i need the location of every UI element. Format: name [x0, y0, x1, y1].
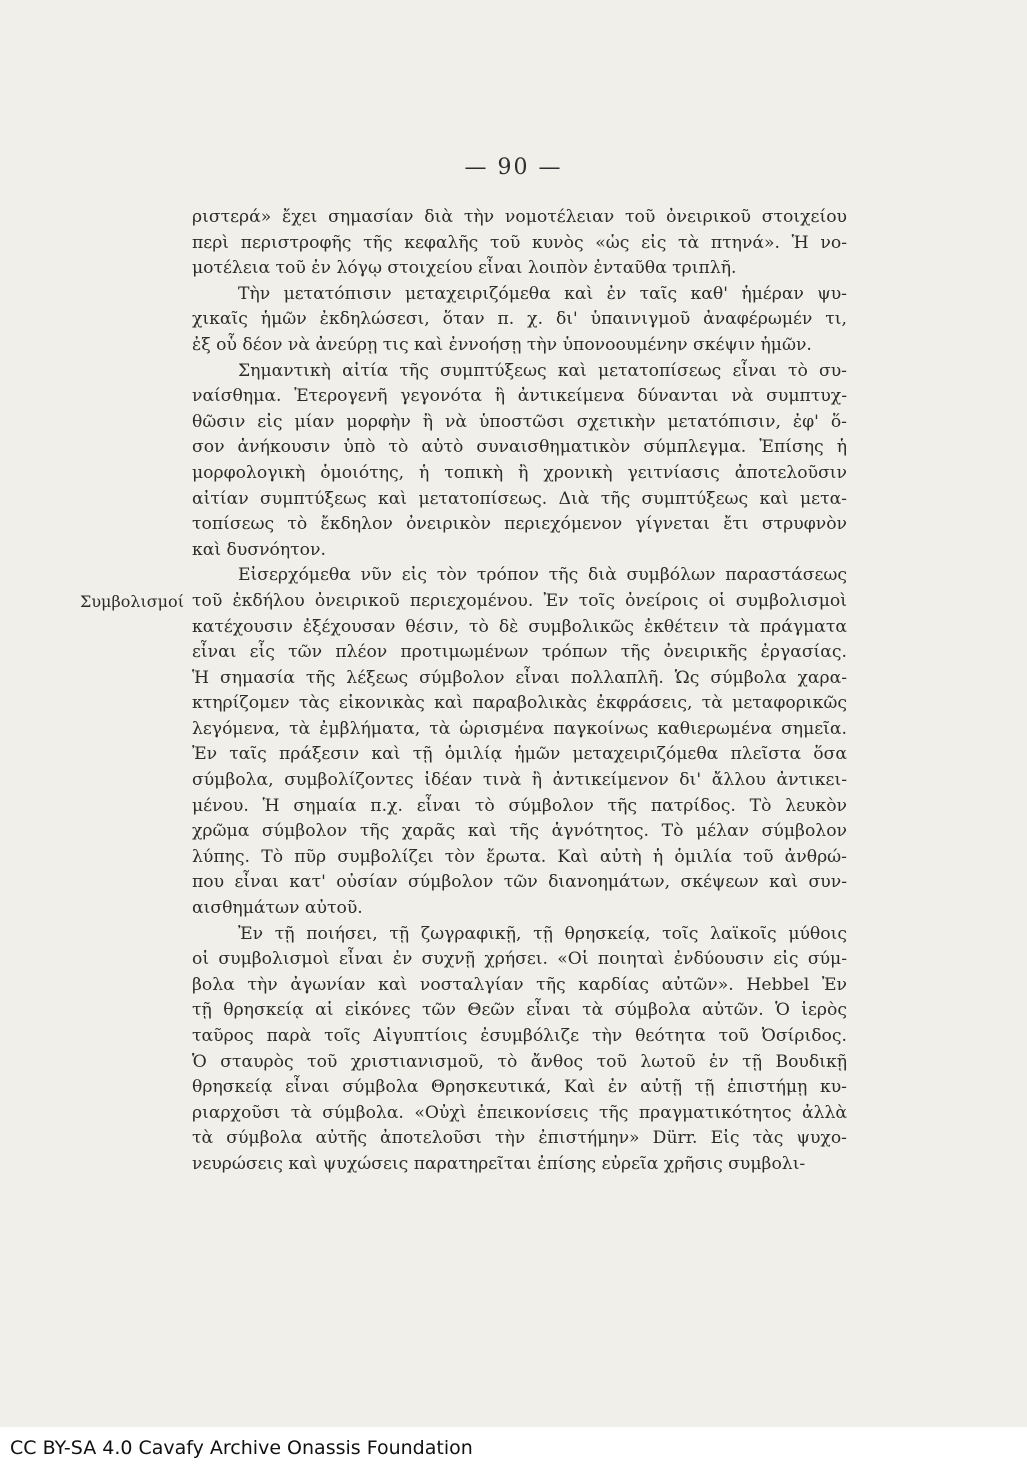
paragraph: [192, 282, 847, 359]
margin-note: Συμβολισμοί: [80, 592, 184, 611]
text-line: μορφολογικὴ ὁμοιότης, ἡ τοπικὴ ἢ χρονικὴ γειτνίασις ἀποτελοῦσιν: [192, 462, 847, 483]
text-line: ριστερά» ἔχει σημασίαν διὰ τὴν νομοτέλειαν τοῦ ὀνειρικοῦ στοιχείου: [192, 207, 847, 227]
text-line: περὶ περιστροφῆς τῆς κεφαλῆς τοῦ κυνὸς «ὡς εἰς τὰ πτηνά». Ἡ νο-: [192, 232, 847, 253]
text-line: αἰτίαν συμπτύξεως καὶ μετατοπίσεως. Διὰ τῆς συμπτύξεως καὶ μετα-: [192, 488, 847, 509]
text-line: χικαῖς ἡμῶν ἐκδηλώσεσι, ὅταν π. χ. δι' ὑπαινιγμοῦ ἀναφέρωμέν τι,: [192, 309, 847, 330]
footer-bar: [0, 1427, 1027, 1473]
license-credit: CC BY-SA 4.0 Cavafy Archive Onassis Foundation: [10, 1437, 473, 1459]
paragraph: [192, 922, 847, 1178]
text-line: ναίσθημα. Ἑτερογενῆ γεγονότα ἢ ἀντικείμενα δύνανται νὰ συμπτυχ-: [192, 386, 847, 407]
paragraph: [192, 205, 847, 282]
text-line: λεγόμενα, τὰ ἐμβλήματα, τὰ ὡρισμένα παγκοίνως καθιερωμένα σημεῖα.: [192, 718, 847, 739]
page-number: — 90 —: [464, 155, 563, 180]
text-line: κτηρίζομεν τὰς εἰκονικὰς καὶ παραβολικὰς ἐκφράσεις, τὰ μεταφορικῶς: [192, 693, 847, 714]
text-line: εἶναι εἷς τῶν πλέον προτιμωμένων τρόπων τῆς ὀνειρικῆς ἐργασίας.: [192, 642, 847, 663]
text-line: αισθημάτων αὐτοῦ.: [192, 898, 363, 919]
text-line: Ὁ σταυρὸς τοῦ χριστιανισμοῦ, τὸ ἄνθος τοῦ λωτοῦ ἐν τῇ Βουδικῇ: [192, 1051, 847, 1072]
text-line: Ἐν ταῖς πράξεσιν καὶ τῇ ὁμιλίᾳ ἡμῶν μεταχειριζόμεθα πλεῖστα ὅσα: [192, 744, 847, 765]
paragraph: [192, 359, 847, 564]
paragraph: [192, 563, 847, 921]
text-line: νευρώσεις καὶ ψυχώσεις παρατηρεῖται ἐπίσης εὐρεῖα χρῆσις συμβολι-: [192, 1153, 806, 1174]
text-line: μοτέλεια τοῦ ἐν λόγῳ στοιχείου εἶναι λοιπὸν ἐνταῦθα τριπλῆ.: [192, 258, 737, 279]
text-line: λύπης. Τὸ πῦρ συμβολίζει τὸν ἔρωτα. Καὶ αὐτὴ ἡ ὁμιλία τοῦ ἀνθρώ-: [192, 846, 847, 867]
text-line: Εἰσερχόμεθα νῦν εἰς τὸν τρόπον τῆς διὰ συμβόλων παραστάσεως: [238, 565, 847, 586]
text-line: θρησκείᾳ εἶναι σύμβολα Θρησκευτικά, Καὶ ἐν αὐτῇ τῇ ἐπιστήμῃ κυ-: [192, 1077, 847, 1098]
text-line: οἱ συμβολισμοὶ εἶναι ἐν συχνῇ χρήσει. «Οἱ ποιηταὶ ἐνδύουσιν εἰς σύμ-: [192, 949, 847, 970]
text-line: Σημαντικὴ αἰτία τῆς συμπτύξεως καὶ μετατοπίσεως εἶναι τὸ συ-: [238, 360, 847, 381]
text-line: καὶ δυσνόητον.: [192, 539, 326, 560]
text-line: τῇ θρησκείᾳ αἱ εἰκόνες τῶν Θεῶν εἶναι τὰ σύμβολα αὐτῶν. Ὁ ἱερὸς: [192, 1000, 847, 1021]
text-line: ἐξ οὗ δέον νὰ ἀνεύρῃ τις καὶ ἐννοήσῃ τὴν ὑπονοουμένην σκέψιν ἡμῶν.: [192, 334, 812, 355]
text-line: χρῶμα σύμβολον τῆς χαρᾶς καὶ τῆς ἁγνότητος. Τὸ μέλαν σύμβολον: [192, 821, 847, 842]
text-line: τοῦ ἐκδήλου ὀνειρικοῦ περιεχομένου. Ἐν τοῖς ὀνείροις οἱ συμβολισμοὶ: [192, 590, 847, 611]
text-line: ριαρχοῦσι τὰ σύμβολα. «Οὐχὶ ἐπεικονίσεις τῆς πραγματικότητος ἀλλὰ: [192, 1102, 847, 1123]
text-line: τὰ σύμβολα αὐτῆς ἀποτελοῦσι τὴν ἐπιστήμην» Dürr. Εἰς τὰς ψυχο-: [192, 1128, 847, 1149]
text-line: ταῦρος παρὰ τοῖς Αἰγυπτίοις ἐσυμβόλιζε τὴν θεότητα τοῦ Ὀσίριδος.: [192, 1026, 847, 1046]
text-line: θῶσιν εἰς μίαν μορφὴν ἢ νὰ ὑποστῶσι σχετικὴν μετατόπισιν, ἐφ' ὅ-: [192, 411, 847, 432]
text-line: σον ἀνήκουσιν ὑπὸ τὸ αὐτὸ συναισθηματικὸν σύμπλεγμα. Ἐπίσης ἡ: [192, 437, 847, 458]
text-line: που εἶναι κατ' οὐσίαν σύμβολον τῶν διανοημάτων, σκέψεων καὶ συν-: [192, 872, 847, 893]
text-line: βολα τὴν ἀγωνίαν καὶ νοσταλγίαν τῆς καρδίας αὐτῶν». Hebbel Ἐν: [192, 974, 847, 995]
text-line: τοπίσεως τὸ ἔκδηλον ὀνειρικὸν περιεχόμενον γίγνεται ἔτι στρυφνὸν: [192, 514, 847, 535]
body-text: [192, 205, 847, 1178]
text-line: μένου. Ἡ σημαία π.χ. εἶναι τὸ σύμβολον τῆς πατρίδος. Τὸ λευκὸν: [192, 795, 847, 816]
text-line: κατέχουσιν ἐξέχουσαν θέσιν, τὸ δὲ συμβολικῶς ἐκθέτειν τὰ πράγματα: [192, 616, 847, 637]
text-line: Ἐν τῇ ποιήσει, τῇ ζωγραφικῇ, τῇ θρησκείᾳ, τοῖς λαϊκοῖς μύθοις: [238, 923, 847, 944]
text-line: σύμβολα, συμβολίζοντες ἰδέαν τινὰ ἢ ἀντικείμενον δι' ἄλλου ἀντικει-: [192, 770, 847, 791]
text-line: Ἡ σημασία τῆς λέξεως σύμβολον εἶναι πολλαπλῆ. Ὡς σύμβολα χαρα-: [192, 667, 847, 688]
text-line: Τὴν μετατόπισιν μεταχειριζόμεθα καὶ ἐν ταῖς καθ' ἡμέραν ψυ-: [238, 283, 847, 304]
